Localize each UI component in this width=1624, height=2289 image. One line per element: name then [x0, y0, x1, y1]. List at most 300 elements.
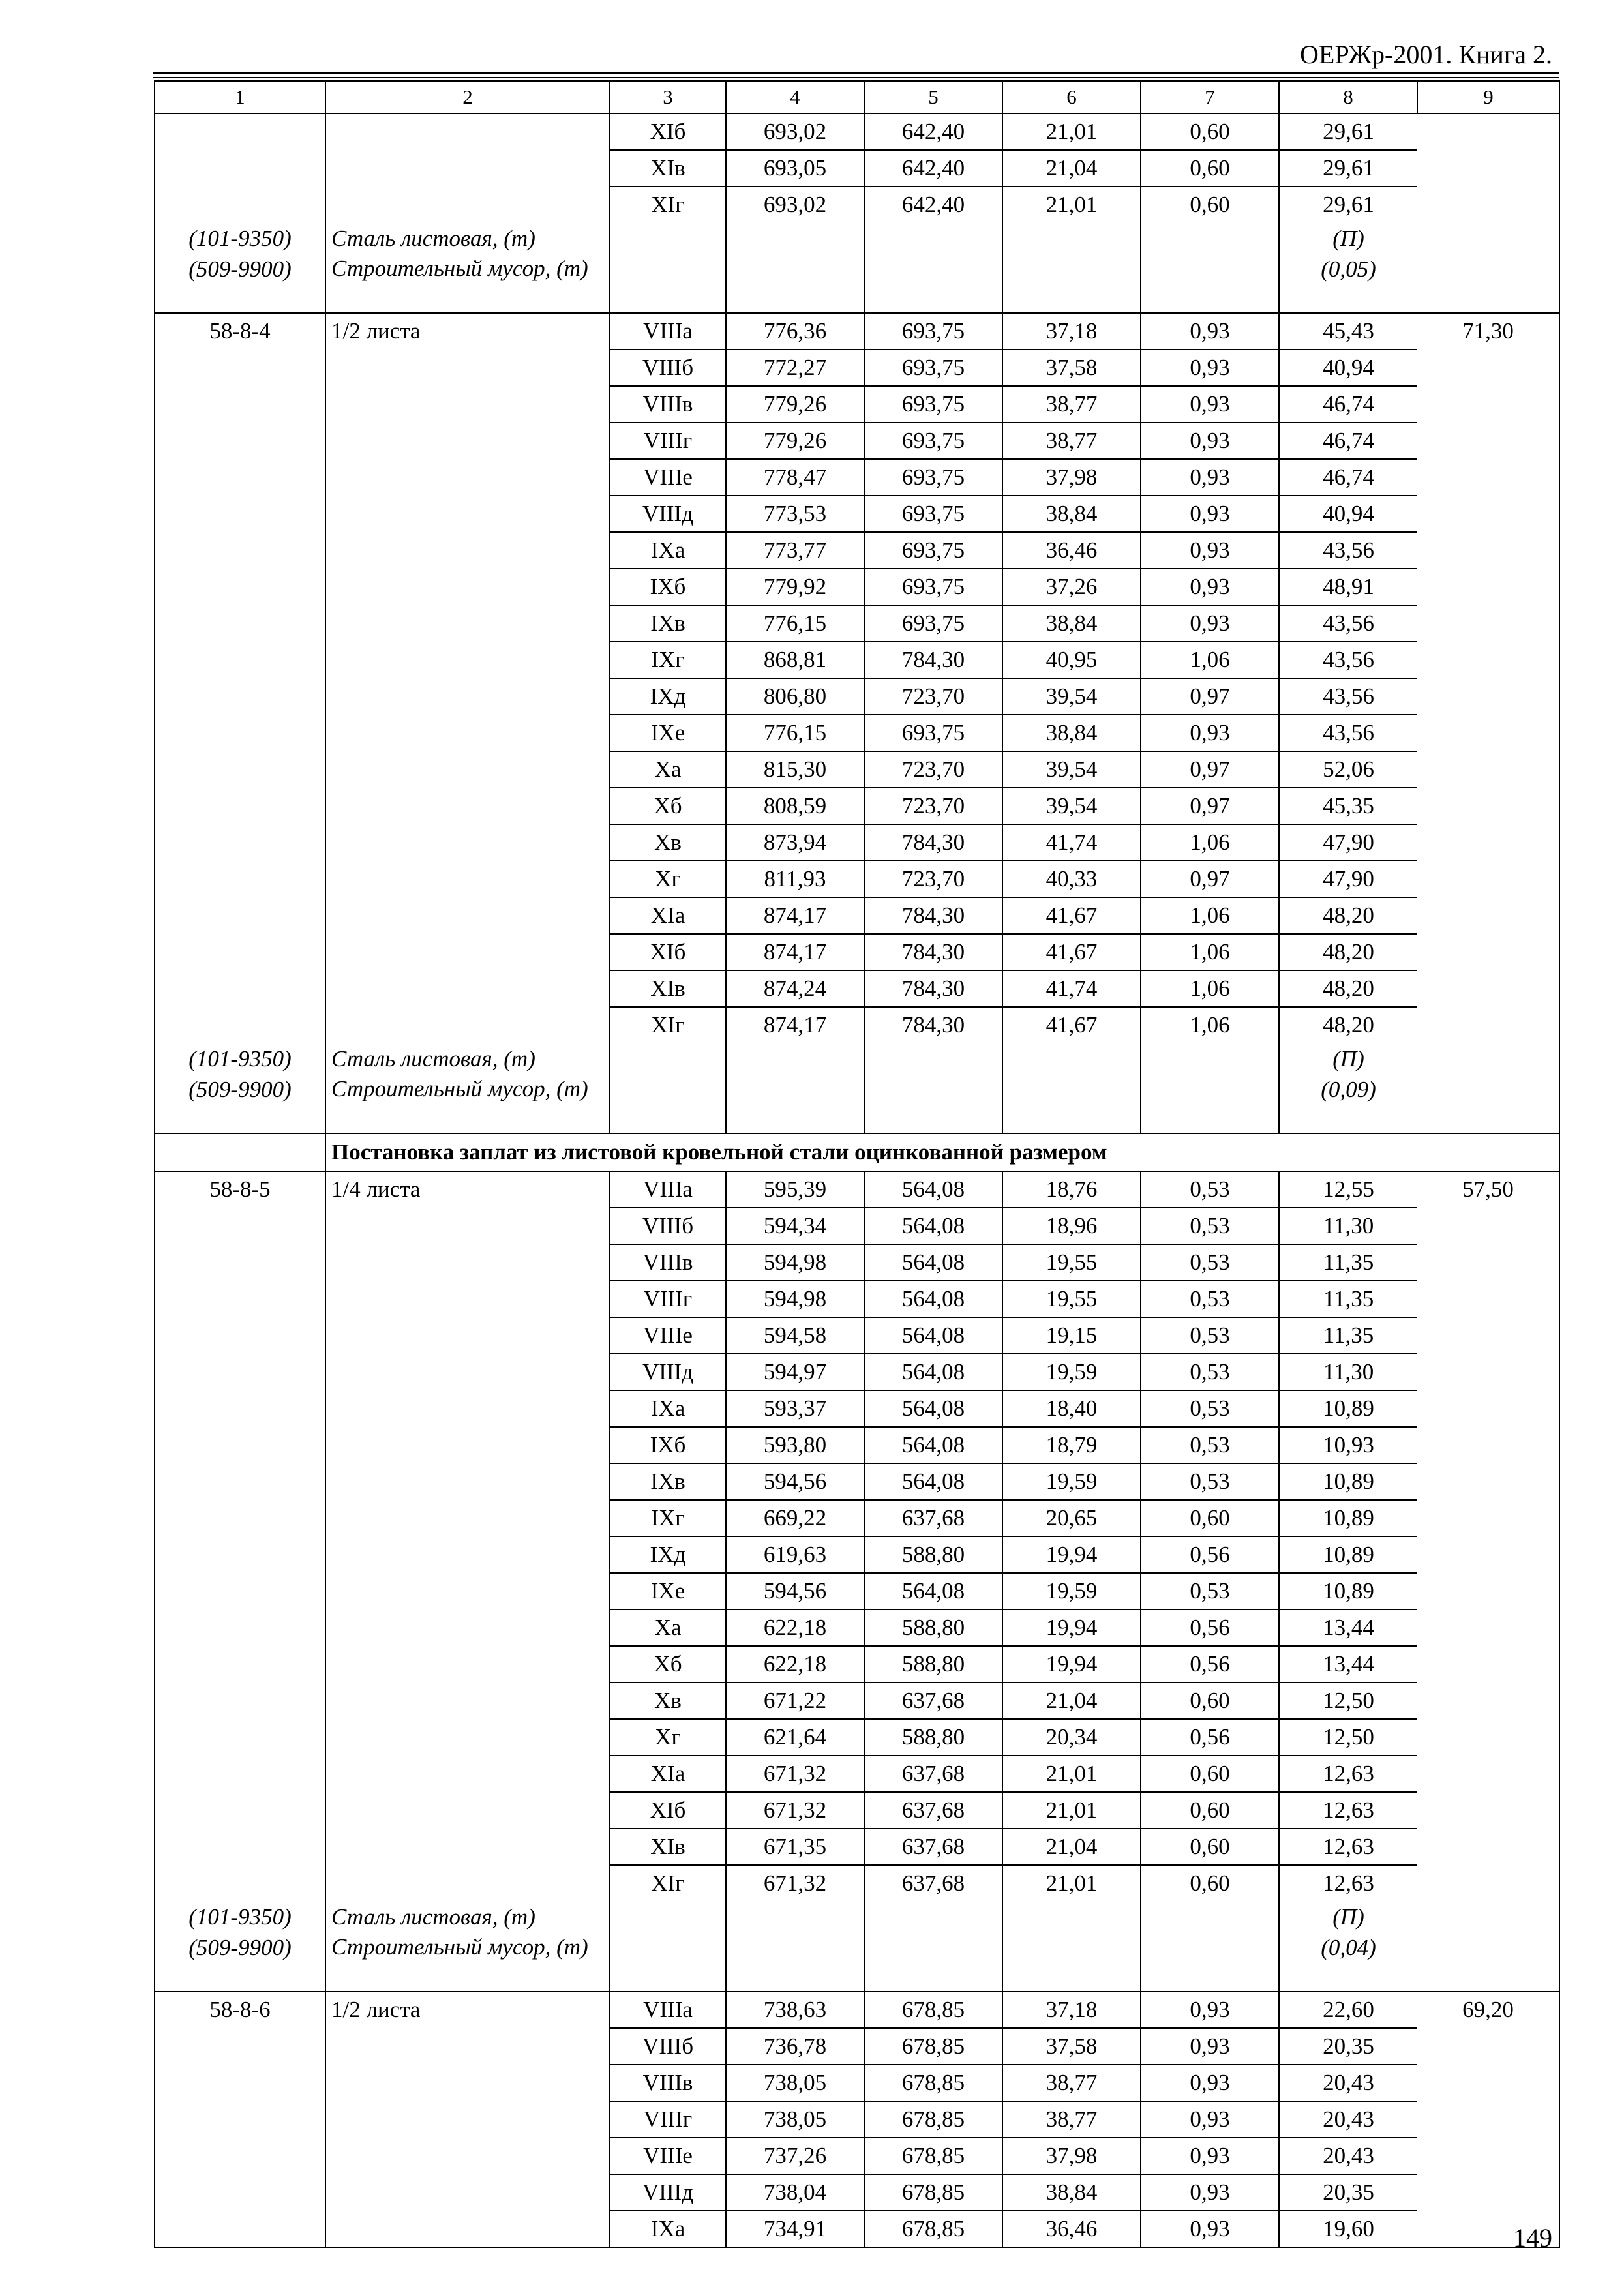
- direct-cost: 593,80: [726, 1427, 864, 1463]
- materials-cost: 11,30: [1279, 1208, 1417, 1244]
- column-number: 6: [1002, 81, 1141, 113]
- machine-cost: 38,84: [1002, 605, 1141, 642]
- table-row: [155, 1317, 1559, 1354]
- zone-class: VIIIб: [610, 1208, 726, 1244]
- empty-cell: [1002, 1075, 1141, 1133]
- empty-cell: [726, 222, 864, 255]
- machine-cost: 38,77: [1002, 2065, 1141, 2101]
- machine-cost: 37,58: [1002, 2028, 1141, 2065]
- materials-cost: 12,55: [1279, 1171, 1417, 1208]
- labor-cost: [1417, 1609, 1559, 1646]
- rate-code: [155, 678, 325, 715]
- zone-class: VIIIб: [610, 350, 726, 386]
- materials-cost: 13,44: [1279, 1609, 1417, 1646]
- labor-cost: [1417, 150, 1559, 187]
- zone-class: Xа: [610, 1609, 726, 1646]
- table-row: [155, 1354, 1559, 1390]
- wages: 637,68: [864, 1829, 1002, 1865]
- operator-wages: 0,53: [1141, 1354, 1279, 1390]
- machine-cost: 37,26: [1002, 569, 1141, 605]
- rate-code: [155, 897, 325, 934]
- operator-wages: 1,06: [1141, 897, 1279, 934]
- document-header-title: ОЕРЖр-2001. Книга 2.: [1300, 40, 1552, 69]
- work-name: [325, 1536, 610, 1573]
- materials-cost: 48,91: [1279, 569, 1417, 605]
- wages: 642,40: [864, 113, 1002, 150]
- resource-code: (509-9900): [155, 255, 325, 313]
- materials-cost: 52,06: [1279, 751, 1417, 788]
- wages: 678,85: [864, 2211, 1002, 2247]
- wages: 678,85: [864, 2065, 1002, 2101]
- empty-cell: [1141, 255, 1279, 313]
- direct-cost: 671,22: [726, 1683, 864, 1719]
- rate-code: [155, 970, 325, 1007]
- table-row: [155, 642, 1559, 678]
- resource-name: [325, 1934, 610, 1992]
- table-row: [155, 459, 1559, 496]
- rates-table-body: [155, 81, 1559, 2247]
- direct-cost: 779,26: [726, 423, 864, 459]
- empty-cell: [864, 1901, 1002, 1934]
- direct-cost: 594,98: [726, 1244, 864, 1281]
- table-row: [155, 496, 1559, 532]
- work-name: [325, 1317, 610, 1354]
- machine-cost: 18,96: [1002, 1208, 1141, 1244]
- rate-code: [155, 1829, 325, 1865]
- direct-cost: 776,15: [726, 605, 864, 642]
- rate-code: [155, 642, 325, 678]
- zone-class: VIIIе: [610, 459, 726, 496]
- resource-value: (0,09): [1279, 1075, 1417, 1133]
- table-row: [155, 788, 1559, 824]
- zone-class: VIIIд: [610, 496, 726, 532]
- machine-cost: 39,54: [1002, 678, 1141, 715]
- zone-class: IXв: [610, 605, 726, 642]
- materials-cost: 11,30: [1279, 1354, 1417, 1390]
- labor-cost: [1417, 423, 1559, 459]
- operator-wages: 0,60: [1141, 1500, 1279, 1536]
- machine-cost: 37,18: [1002, 1992, 1141, 2028]
- machine-cost: 41,67: [1002, 1007, 1141, 1043]
- direct-cost: 874,17: [726, 934, 864, 970]
- rate-code: 58-8-6: [155, 1992, 325, 2028]
- rate-code: [155, 2065, 325, 2101]
- machine-cost: 20,65: [1002, 1500, 1141, 1536]
- operator-wages: 0,60: [1141, 1683, 1279, 1719]
- zone-class: XIг: [610, 187, 726, 222]
- labor-cost: [1417, 970, 1559, 1007]
- labor-cost: [1417, 715, 1559, 751]
- labor-cost: [1417, 934, 1559, 970]
- rate-code: [155, 1792, 325, 1829]
- zone-class: Xб: [610, 788, 726, 824]
- direct-cost: 773,77: [726, 532, 864, 569]
- work-name: [325, 1354, 610, 1390]
- operator-wages: 0,60: [1141, 187, 1279, 222]
- labor-cost: [1417, 1829, 1559, 1865]
- table-row: [155, 970, 1559, 1007]
- work-name: [325, 532, 610, 569]
- direct-cost: 779,26: [726, 386, 864, 423]
- machine-cost: 37,98: [1002, 2138, 1141, 2174]
- wages: 784,30: [864, 1007, 1002, 1043]
- labor-cost: [1417, 1719, 1559, 1756]
- materials-cost: 12,50: [1279, 1719, 1417, 1756]
- machine-cost: 21,04: [1002, 1683, 1141, 1719]
- zone-class: VIIIг: [610, 423, 726, 459]
- materials-cost: 43,56: [1279, 532, 1417, 569]
- materials-cost: 11,35: [1279, 1281, 1417, 1317]
- table-row: [155, 386, 1559, 423]
- zone-class: VIIIа: [610, 313, 726, 350]
- materials-cost: 45,35: [1279, 788, 1417, 824]
- rate-code: [155, 459, 325, 496]
- work-name: [325, 1007, 610, 1043]
- zone-class: XIв: [610, 1829, 726, 1865]
- operator-wages: 0,56: [1141, 1646, 1279, 1683]
- operator-wages: 0,93: [1141, 532, 1279, 569]
- rate-code: [155, 150, 325, 187]
- empty-cell: [610, 1901, 726, 1934]
- table-row: [155, 1281, 1559, 1317]
- work-name: [325, 861, 610, 897]
- machine-cost: 39,54: [1002, 788, 1141, 824]
- rate-code: [155, 113, 325, 150]
- empty-cell: [1417, 1043, 1559, 1075]
- materials-cost: 12,63: [1279, 1756, 1417, 1792]
- machine-cost: 41,74: [1002, 824, 1141, 861]
- resource-row: [155, 255, 1559, 313]
- direct-cost: 671,35: [726, 1829, 864, 1865]
- rate-code: [155, 1536, 325, 1573]
- materials-cost: 11,35: [1279, 1244, 1417, 1281]
- work-name: [325, 2065, 610, 2101]
- rate-code: 58-8-5: [155, 1171, 325, 1208]
- rate-code: [155, 1244, 325, 1281]
- rate-code: [155, 934, 325, 970]
- labor-cost: [1417, 678, 1559, 715]
- labor-cost: [1417, 113, 1559, 150]
- empty-cell: [726, 255, 864, 313]
- resource-name: Сталь листовая, (т): [325, 222, 610, 255]
- resource-row: [155, 1075, 1559, 1133]
- zone-class: IXа: [610, 532, 726, 569]
- wages: 564,08: [864, 1317, 1002, 1354]
- materials-cost: 11,35: [1279, 1317, 1417, 1354]
- table-row: [155, 715, 1559, 751]
- machine-cost: 19,94: [1002, 1609, 1141, 1646]
- labor-cost: [1417, 1463, 1559, 1500]
- zone-class: VIIIг: [610, 1281, 726, 1317]
- direct-cost: 619,63: [726, 1536, 864, 1573]
- table-row: [155, 187, 1559, 222]
- operator-wages: 0,97: [1141, 861, 1279, 897]
- wages: 784,30: [864, 897, 1002, 934]
- operator-wages: 0,60: [1141, 1865, 1279, 1901]
- empty-cell: [726, 1043, 864, 1075]
- wages: 693,75: [864, 532, 1002, 569]
- wages: 564,08: [864, 1354, 1002, 1390]
- materials-cost: 40,94: [1279, 350, 1417, 386]
- wages: 784,30: [864, 642, 1002, 678]
- work-name: [325, 569, 610, 605]
- zone-class: XIв: [610, 150, 726, 187]
- direct-cost: 594,97: [726, 1354, 864, 1390]
- rate-code: [155, 350, 325, 386]
- labor-cost: [1417, 1756, 1559, 1792]
- zone-class: IXа: [610, 1390, 726, 1427]
- work-name: [325, 1865, 610, 1901]
- work-name: [325, 970, 610, 1007]
- wages: 723,70: [864, 678, 1002, 715]
- wages: 564,08: [864, 1244, 1002, 1281]
- labor-cost: [1417, 1500, 1559, 1536]
- materials-cost: 10,89: [1279, 1463, 1417, 1500]
- zone-class: VIIIг: [610, 2101, 726, 2138]
- labor-cost: [1417, 1317, 1559, 1354]
- table-row: [155, 423, 1559, 459]
- table-row: [155, 150, 1559, 187]
- operator-wages: 0,93: [1141, 350, 1279, 386]
- labor-cost: [1417, 187, 1559, 222]
- table-row: [155, 1007, 1559, 1043]
- header-rule: [153, 72, 1559, 74]
- column-number: 9: [1417, 81, 1559, 113]
- page-number: 149: [1513, 2223, 1552, 2252]
- materials-cost: 20,43: [1279, 2101, 1417, 2138]
- resource-row: [155, 1934, 1559, 1992]
- materials-cost: 20,35: [1279, 2174, 1417, 2211]
- rate-code: [155, 2138, 325, 2174]
- operator-wages: 0,60: [1141, 1756, 1279, 1792]
- section-heading-spacer: [155, 1133, 325, 1171]
- machine-cost: 41,67: [1002, 934, 1141, 970]
- operator-wages: 0,93: [1141, 496, 1279, 532]
- machine-cost: 39,54: [1002, 751, 1141, 788]
- operator-wages: 0,53: [1141, 1171, 1279, 1208]
- direct-cost: 776,36: [726, 313, 864, 350]
- direct-cost: 772,27: [726, 350, 864, 386]
- table-row: [155, 1244, 1559, 1281]
- rate-code: [155, 1354, 325, 1390]
- machine-cost: 19,59: [1002, 1463, 1141, 1500]
- direct-cost: 874,24: [726, 970, 864, 1007]
- wages: 723,70: [864, 751, 1002, 788]
- work-name: [325, 2028, 610, 2065]
- operator-wages: 0,53: [1141, 1573, 1279, 1609]
- direct-cost: 594,58: [726, 1317, 864, 1354]
- table-row: [155, 934, 1559, 970]
- materials-cost: 10,89: [1279, 1536, 1417, 1573]
- work-name: [325, 2138, 610, 2174]
- operator-wages: 0,93: [1141, 2138, 1279, 2174]
- wages: 693,75: [864, 386, 1002, 423]
- zone-class: IXб: [610, 569, 726, 605]
- materials-cost: 12,63: [1279, 1829, 1417, 1865]
- empty-cell: [864, 1934, 1002, 1992]
- wages: 564,08: [864, 1171, 1002, 1208]
- materials-cost: 10,89: [1279, 1500, 1417, 1536]
- labor-cost: [1417, 1244, 1559, 1281]
- machine-cost: 20,34: [1002, 1719, 1141, 1756]
- direct-cost: 874,17: [726, 1007, 864, 1043]
- direct-cost: 594,98: [726, 1281, 864, 1317]
- rate-code: [155, 788, 325, 824]
- direct-cost: 693,02: [726, 187, 864, 222]
- work-name: 1/2 листа: [325, 313, 610, 350]
- work-name: [325, 1756, 610, 1792]
- table-row: [155, 532, 1559, 569]
- empty-cell: [1141, 1934, 1279, 1992]
- section-heading: Постановка заплат из листовой кровельной стали оцинкованной размером: [325, 1133, 1559, 1171]
- wages: 564,08: [864, 1208, 1002, 1244]
- materials-cost: 43,56: [1279, 605, 1417, 642]
- table-row: [155, 1463, 1559, 1500]
- zone-class: XIв: [610, 970, 726, 1007]
- operator-wages: 1,06: [1141, 642, 1279, 678]
- zone-class: VIIIд: [610, 2174, 726, 2211]
- zone-class: IXг: [610, 1500, 726, 1536]
- machine-cost: 19,59: [1002, 1573, 1141, 1609]
- column-number: 2: [325, 81, 610, 113]
- work-name: [325, 350, 610, 386]
- rate-code: [155, 1390, 325, 1427]
- work-name: [325, 1281, 610, 1317]
- resource-code: (101-9350): [155, 222, 325, 255]
- machine-cost: 38,77: [1002, 2101, 1141, 2138]
- column-number: 3: [610, 81, 726, 113]
- labor-cost: [1417, 1281, 1559, 1317]
- machine-cost: 21,01: [1002, 1756, 1141, 1792]
- wages: 564,08: [864, 1573, 1002, 1609]
- empty-cell: [610, 1043, 726, 1075]
- work-name: [325, 897, 610, 934]
- rate-code: [155, 496, 325, 532]
- header-rule: [153, 77, 1559, 78]
- empty-cell: [1002, 222, 1141, 255]
- direct-cost: 776,15: [726, 715, 864, 751]
- labor-cost: [1417, 459, 1559, 496]
- operator-wages: 0,56: [1141, 1609, 1279, 1646]
- resource-name-text: Строительный мусор, (т): [331, 1076, 588, 1101]
- direct-cost: 773,53: [726, 496, 864, 532]
- work-name: [325, 2211, 610, 2247]
- operator-wages: 0,60: [1141, 150, 1279, 187]
- labor-cost: [1417, 1573, 1559, 1609]
- operator-wages: 0,53: [1141, 1463, 1279, 1500]
- zone-class: Xв: [610, 824, 726, 861]
- zone-class: IXд: [610, 1536, 726, 1573]
- materials-cost: 12,50: [1279, 1683, 1417, 1719]
- empty-cell: [1002, 1934, 1141, 1992]
- direct-cost: 738,05: [726, 2101, 864, 2138]
- machine-cost: 36,46: [1002, 2211, 1141, 2247]
- table-row: [155, 2211, 1559, 2247]
- rate-code: 58-8-4: [155, 313, 325, 350]
- machine-cost: 19,55: [1002, 1244, 1141, 1281]
- rate-code: [155, 1500, 325, 1536]
- table-row: [155, 2174, 1559, 2211]
- resource-value: (П): [1279, 222, 1417, 255]
- wages: 637,68: [864, 1500, 1002, 1536]
- materials-cost: 20,35: [1279, 2028, 1417, 2065]
- direct-cost: 693,02: [726, 113, 864, 150]
- zone-class: Xб: [610, 1646, 726, 1683]
- machine-cost: 38,84: [1002, 496, 1141, 532]
- work-name: [325, 150, 610, 187]
- labor-cost: [1417, 1646, 1559, 1683]
- machine-cost: 37,98: [1002, 459, 1141, 496]
- rate-code: [155, 1427, 325, 1463]
- work-name: [325, 1683, 610, 1719]
- machine-cost: 18,40: [1002, 1390, 1141, 1427]
- resource-row: [155, 222, 1559, 255]
- machine-cost: 21,01: [1002, 1865, 1141, 1901]
- work-name: [325, 715, 610, 751]
- wages: 784,30: [864, 934, 1002, 970]
- materials-cost: 48,20: [1279, 970, 1417, 1007]
- empty-cell: [610, 1075, 726, 1133]
- operator-wages: 1,06: [1141, 1007, 1279, 1043]
- table-row: [155, 1992, 1559, 2028]
- zone-class: VIIIв: [610, 2065, 726, 2101]
- empty-cell: [610, 222, 726, 255]
- labor-cost: [1417, 569, 1559, 605]
- operator-wages: 0,53: [1141, 1390, 1279, 1427]
- machine-cost: 37,18: [1002, 313, 1141, 350]
- empty-cell: [1417, 1075, 1559, 1133]
- empty-cell: [864, 1075, 1002, 1133]
- materials-cost: 20,43: [1279, 2065, 1417, 2101]
- labor-cost: [1417, 788, 1559, 824]
- column-number-row: [155, 81, 1559, 113]
- direct-cost: 669,22: [726, 1500, 864, 1536]
- resource-code: (509-9900): [155, 1934, 325, 1992]
- materials-cost: 22,60: [1279, 1992, 1417, 2028]
- operator-wages: 0,56: [1141, 1719, 1279, 1756]
- zone-class: VIIIа: [610, 1992, 726, 2028]
- rate-code: [155, 605, 325, 642]
- table-row: [155, 1171, 1559, 1208]
- empty-cell: [726, 1901, 864, 1934]
- zone-class: IXг: [610, 642, 726, 678]
- labor-cost: [1417, 1007, 1559, 1043]
- materials-cost: 46,74: [1279, 386, 1417, 423]
- labor-cost: [1417, 496, 1559, 532]
- machine-cost: 21,01: [1002, 1792, 1141, 1829]
- operator-wages: 0,97: [1141, 751, 1279, 788]
- labor-cost: [1417, 605, 1559, 642]
- table-row: [155, 1683, 1559, 1719]
- table-row: [155, 861, 1559, 897]
- table-row: [155, 1719, 1559, 1756]
- operator-wages: 0,97: [1141, 678, 1279, 715]
- wages: 693,75: [864, 496, 1002, 532]
- resource-name: Сталь листовая, (т): [325, 1043, 610, 1075]
- materials-cost: 48,20: [1279, 1007, 1417, 1043]
- operator-wages: 0,93: [1141, 715, 1279, 751]
- empty-cell: [1141, 1043, 1279, 1075]
- zone-class: IXе: [610, 715, 726, 751]
- direct-cost: 622,18: [726, 1609, 864, 1646]
- direct-cost: 594,56: [726, 1573, 864, 1609]
- machine-cost: 21,01: [1002, 113, 1141, 150]
- labor-cost: [1417, 2174, 1559, 2211]
- wages: 723,70: [864, 788, 1002, 824]
- operator-wages: 0,93: [1141, 2065, 1279, 2101]
- materials-cost: 10,89: [1279, 1390, 1417, 1427]
- rate-code: [155, 751, 325, 788]
